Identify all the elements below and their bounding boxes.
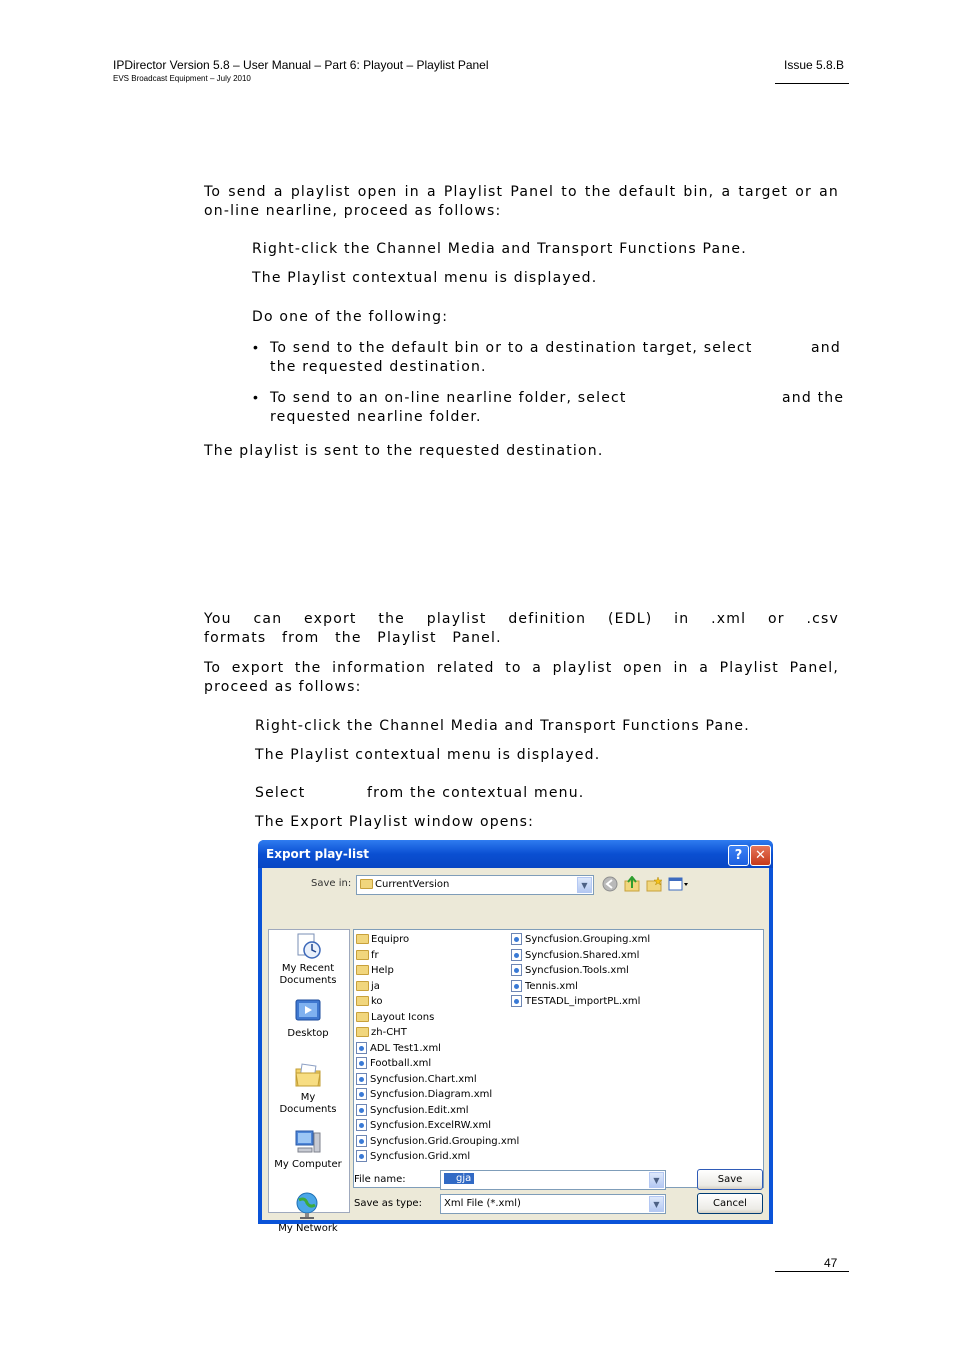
bullet-1-text-c: the requested destination. bbox=[270, 359, 487, 375]
item-label: Syncfusion.Tools.xml bbox=[525, 965, 629, 976]
file-list[interactable] bbox=[353, 929, 764, 1188]
section1-intro: To send a playlist open in a Playlist Panel to the default bin, a target or an on-line nearline, proceed as follows: bbox=[204, 184, 839, 219]
folder-icon bbox=[356, 996, 369, 1006]
file-item[interactable] bbox=[356, 1072, 477, 1087]
xml-file-icon bbox=[511, 933, 522, 945]
xml-file-icon bbox=[356, 1042, 367, 1054]
folder-item[interactable] bbox=[356, 948, 379, 963]
item-label: Syncfusion.Chart.xml bbox=[370, 1073, 477, 1085]
chevron-down-icon[interactable]: ▼ bbox=[649, 1172, 664, 1188]
item-label: Help bbox=[371, 965, 394, 976]
section2-intro2: To export the information related to a playlist open in a Playlist Panel, proceed as follows: bbox=[204, 660, 839, 695]
file-item[interactable] bbox=[356, 1118, 491, 1133]
item-label: ko bbox=[371, 996, 383, 1007]
save-as-type-dropdown[interactable] bbox=[440, 1194, 666, 1214]
file-item[interactable] bbox=[511, 994, 640, 1009]
folder-icon bbox=[356, 981, 369, 991]
file-item[interactable] bbox=[511, 948, 639, 963]
file-name-input[interactable] bbox=[440, 1170, 666, 1190]
bullet-2-marker: • bbox=[253, 389, 258, 405]
chevron-down-icon[interactable]: ▼ bbox=[649, 1196, 664, 1212]
dialog-client bbox=[262, 868, 769, 1234]
xml-file-icon bbox=[511, 949, 522, 961]
item-label: ADL Test1.xml bbox=[370, 1042, 441, 1054]
folder-item[interactable] bbox=[356, 1025, 407, 1040]
views-menu-icon[interactable] bbox=[668, 876, 690, 892]
xml-file-icon bbox=[356, 1104, 367, 1116]
file-item[interactable] bbox=[356, 1149, 470, 1164]
section1-step1: Right-click the Channel Media and Transport Functions Pane. bbox=[252, 241, 747, 257]
xml-file-icon bbox=[511, 964, 522, 976]
place-desktop[interactable] bbox=[268, 996, 348, 1040]
item-label: Syncfusion.Shared.xml bbox=[525, 949, 640, 961]
place-label: My Network bbox=[278, 1223, 338, 1234]
section2-intro: You can export the playlist definition (EDL) in .xml or .csv formats from the Playlist Panel. bbox=[204, 611, 839, 646]
footer-rule bbox=[775, 1271, 849, 1272]
xml-file-icon bbox=[511, 995, 522, 1007]
section2-step1: Right-click the Channel Media and Transport Functions Pane. bbox=[255, 718, 750, 734]
close-button[interactable]: ✕ bbox=[750, 845, 771, 866]
save-as-type-value: Xml File (*.xml) bbox=[444, 1198, 521, 1209]
file-item[interactable] bbox=[356, 1134, 519, 1149]
header-issue: Issue 5.8.B bbox=[784, 58, 845, 72]
item-label: zh-CHT bbox=[371, 1027, 407, 1038]
section2-step2-result: The Export Playlist window opens: bbox=[255, 814, 535, 830]
folder-icon bbox=[360, 879, 373, 889]
place-label: My Computer bbox=[274, 1159, 342, 1170]
chevron-down-icon[interactable]: ▼ bbox=[577, 877, 592, 893]
file-item[interactable] bbox=[511, 932, 650, 947]
item-label: Tennis.xml bbox=[525, 980, 578, 992]
folder-item[interactable] bbox=[356, 994, 383, 1009]
xml-file-icon bbox=[356, 1150, 367, 1162]
header-title: IPDirector Version 5.8 – User Manual – Part 6: Playout – Playlist Panel bbox=[113, 58, 489, 72]
file-item[interactable] bbox=[511, 979, 578, 994]
item-label: Football.xml bbox=[370, 1058, 432, 1069]
bullet-1-text-a: To send to the default bin or to a destination target, select bbox=[270, 340, 753, 356]
bullet-2-text-b: and the bbox=[782, 390, 845, 406]
folder-item[interactable] bbox=[356, 1010, 434, 1025]
item-label: Equipro bbox=[371, 934, 410, 945]
section2-step2-b: from the contextual menu. bbox=[367, 785, 585, 801]
bullet-1-text-b: and bbox=[811, 340, 841, 356]
save-as-type-label: Save as type: bbox=[354, 1198, 422, 1209]
file-item[interactable] bbox=[356, 1056, 431, 1071]
file-item[interactable] bbox=[511, 963, 629, 978]
section2-step1-result: The Playlist contextual menu is displayed. bbox=[255, 747, 601, 763]
header-rule bbox=[775, 83, 849, 84]
place-my-documents[interactable] bbox=[268, 1060, 348, 1116]
item-label: Syncfusion.ExcelRW.xml bbox=[370, 1120, 491, 1131]
folder-icon bbox=[356, 1027, 369, 1037]
my-network-icon bbox=[293, 1191, 323, 1221]
page-number: 47 bbox=[824, 1256, 838, 1270]
place-label: Desktop bbox=[287, 1028, 329, 1039]
item-label: fr bbox=[371, 949, 379, 961]
folder-icon bbox=[356, 965, 369, 975]
file-item[interactable] bbox=[356, 1103, 469, 1118]
save-in-value: CurrentVersion bbox=[375, 879, 450, 890]
dialog-title: Export play-list bbox=[266, 847, 369, 861]
item-label: Syncfusion.Diagram.xml bbox=[370, 1089, 493, 1100]
recent-documents-icon bbox=[293, 931, 323, 961]
my-computer-icon bbox=[293, 1127, 323, 1157]
bullet-2-text-a: To send to an on-line nearline folder, select bbox=[270, 390, 627, 406]
place-label: My Documents bbox=[279, 1092, 337, 1115]
bullet-2-text-c: requested nearline folder. bbox=[270, 409, 482, 425]
item-label: Syncfusion.Grid.xml bbox=[370, 1151, 471, 1162]
item-label: Syncfusion.Edit.xml bbox=[370, 1104, 469, 1116]
item-label: ja bbox=[371, 980, 380, 992]
xml-file-icon bbox=[356, 1119, 367, 1131]
bullet-1-marker: • bbox=[253, 339, 258, 355]
help-button[interactable]: ? bbox=[728, 845, 749, 866]
xml-file-icon bbox=[511, 980, 522, 992]
place-my-network[interactable] bbox=[268, 1191, 348, 1235]
xml-file-icon bbox=[356, 1088, 367, 1100]
folder-item[interactable] bbox=[356, 932, 409, 947]
dialog-titlebar[interactable] bbox=[258, 840, 773, 868]
item-label: Syncfusion.Grouping.xml bbox=[525, 934, 651, 945]
save-button[interactable]: Save bbox=[697, 1169, 763, 1190]
place-label: My Recent Documents bbox=[279, 963, 337, 986]
xml-file-icon bbox=[356, 1057, 367, 1069]
place-recent-documents[interactable] bbox=[268, 931, 348, 987]
save-in-label: Save in: bbox=[311, 878, 352, 889]
xml-file-icon bbox=[356, 1135, 367, 1147]
my-documents-icon bbox=[293, 1060, 323, 1090]
section2-step2-a: Select bbox=[255, 785, 306, 801]
item-label: Syncfusion.Grid.Grouping.xml bbox=[370, 1135, 520, 1147]
new-folder-icon[interactable] bbox=[646, 876, 662, 892]
item-label: Layout Icons bbox=[371, 1011, 435, 1023]
item-label: TESTADL_importPL.xml bbox=[525, 996, 641, 1007]
section1-step1-result: The Playlist contextual menu is displayed. bbox=[252, 270, 598, 286]
file-name-value: gja bbox=[444, 1173, 474, 1184]
desktop-icon bbox=[293, 996, 323, 1026]
header-subtitle: EVS Broadcast Equipment – July 2010 bbox=[113, 74, 251, 83]
folder-icon bbox=[356, 934, 369, 944]
export-playlist-dialog bbox=[258, 840, 773, 1234]
folder-item[interactable] bbox=[356, 963, 394, 978]
back-icon[interactable] bbox=[602, 876, 618, 892]
save-in-dropdown[interactable] bbox=[356, 875, 594, 895]
section1-result: The playlist is sent to the requested destination. bbox=[204, 443, 604, 459]
folder-icon bbox=[356, 1012, 369, 1022]
file-item[interactable] bbox=[356, 1087, 492, 1102]
cancel-button[interactable]: Cancel bbox=[697, 1193, 763, 1214]
file-item[interactable] bbox=[356, 1041, 441, 1056]
file-name-label: File name: bbox=[354, 1174, 406, 1185]
place-my-computer[interactable] bbox=[268, 1127, 348, 1171]
folder-item[interactable] bbox=[356, 979, 380, 994]
xml-file-icon bbox=[356, 1073, 367, 1085]
section1-step2: Do one of the following: bbox=[252, 309, 449, 325]
up-folder-icon[interactable] bbox=[624, 876, 640, 892]
folder-icon bbox=[356, 950, 369, 960]
